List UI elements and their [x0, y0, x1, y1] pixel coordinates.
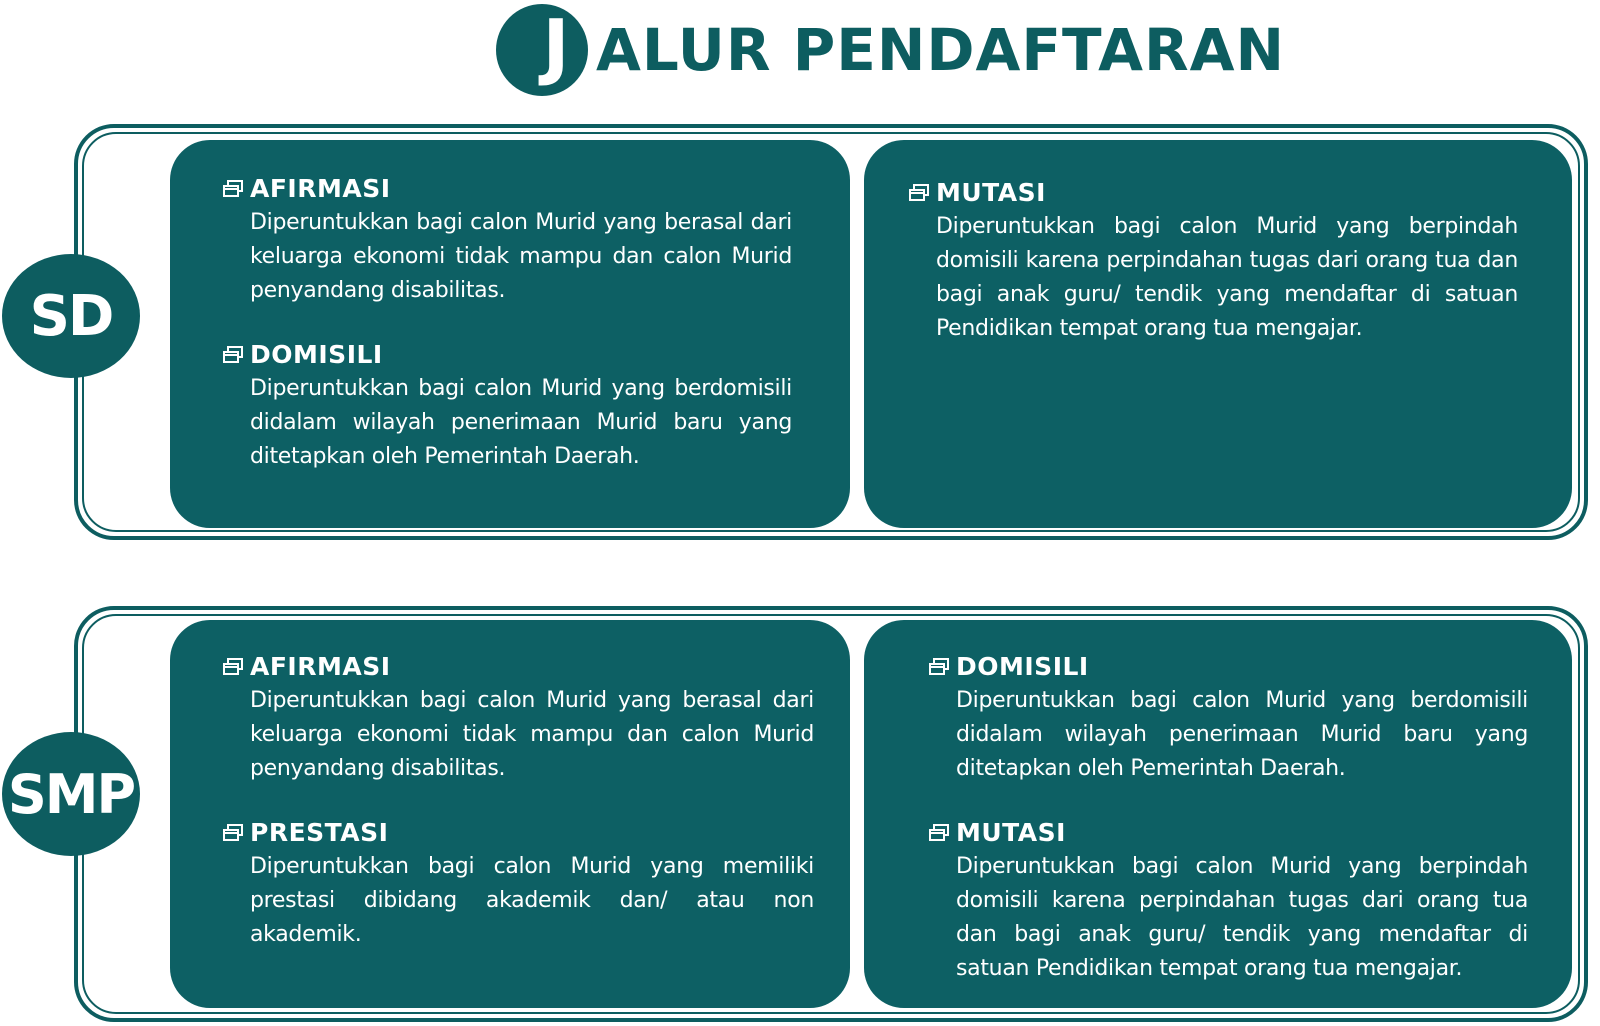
window-restore-icon [222, 824, 244, 842]
smp-item-mutasi [928, 816, 1528, 986]
smp-level-badge: SMP [2, 732, 140, 856]
sd-card-left [170, 140, 850, 528]
item-title: MUTASI [956, 818, 1066, 847]
window-restore-icon [908, 184, 930, 202]
smp-card-right [864, 620, 1572, 1008]
item-title: DOMISILI [250, 340, 383, 369]
item-description: Diperuntukkan bagi calon Murid yang berdomisili didalam wilayah penerimaan Murid baru yang ditetapkan oleh Pemerintah Daerah. [250, 376, 792, 469]
item-description: Diperuntukkan bagi calon Murid yang berpindah domisili karena perpindahan tugas dari orang tua dan bagi anak guru/ tendik yang mendaftar di satuan Pendidikan tempat orang tua mengajar. [956, 854, 1528, 981]
title-text: ALUR PENDAFTARAN [596, 16, 1286, 84]
title-initial: J [542, 4, 570, 88]
item-title: DOMISILI [956, 652, 1089, 681]
window-restore-icon [222, 658, 244, 676]
title-initial-badge [496, 4, 588, 96]
smp-item-domisili [928, 650, 1528, 786]
item-title: AFIRMASI [250, 652, 391, 681]
window-restore-icon [222, 180, 244, 198]
item-description: Diperuntukkan bagi calon Murid yang berdomisili didalam wilayah penerimaan Murid baru yang ditetapkan oleh Pemerintah Daerah. [956, 688, 1528, 781]
smp-item-afirmasi [222, 650, 814, 786]
item-description: Diperuntukkan bagi calon Murid yang berpindah domisili karena perpindahan tugas dari orang tua dan bagi anak guru/ tendik yang mendaftar di satuan Pendidikan tempat orang tua mengajar. [936, 214, 1518, 341]
page-title [496, 2, 1285, 98]
item-title: PRESTASI [250, 818, 389, 847]
sd-level-badge: SD [2, 254, 140, 378]
window-restore-icon [928, 658, 950, 676]
sd-item-afirmasi [222, 172, 792, 308]
item-description: Diperuntukkan bagi calon Murid yang berasal dari keluarga ekonomi tidak mampu dan calon Murid penyandang disabilitas. [250, 688, 814, 781]
sd-card-right [864, 140, 1572, 528]
item-title: MUTASI [936, 178, 1046, 207]
item-title: AFIRMASI [250, 174, 391, 203]
window-restore-icon [222, 346, 244, 364]
item-description: Diperuntukkan bagi calon Murid yang memiliki prestasi dibidang akademik dan/ atau non akademik. [250, 854, 814, 947]
sd-item-mutasi [908, 176, 1518, 346]
item-description: Diperuntukkan bagi calon Murid yang berasal dari keluarga ekonomi tidak mampu dan calon Murid penyandang disabilitas. [250, 210, 792, 303]
smp-item-prestasi [222, 816, 814, 952]
smp-card-left [170, 620, 850, 1008]
window-restore-icon [928, 824, 950, 842]
sd-item-domisili [222, 338, 792, 474]
